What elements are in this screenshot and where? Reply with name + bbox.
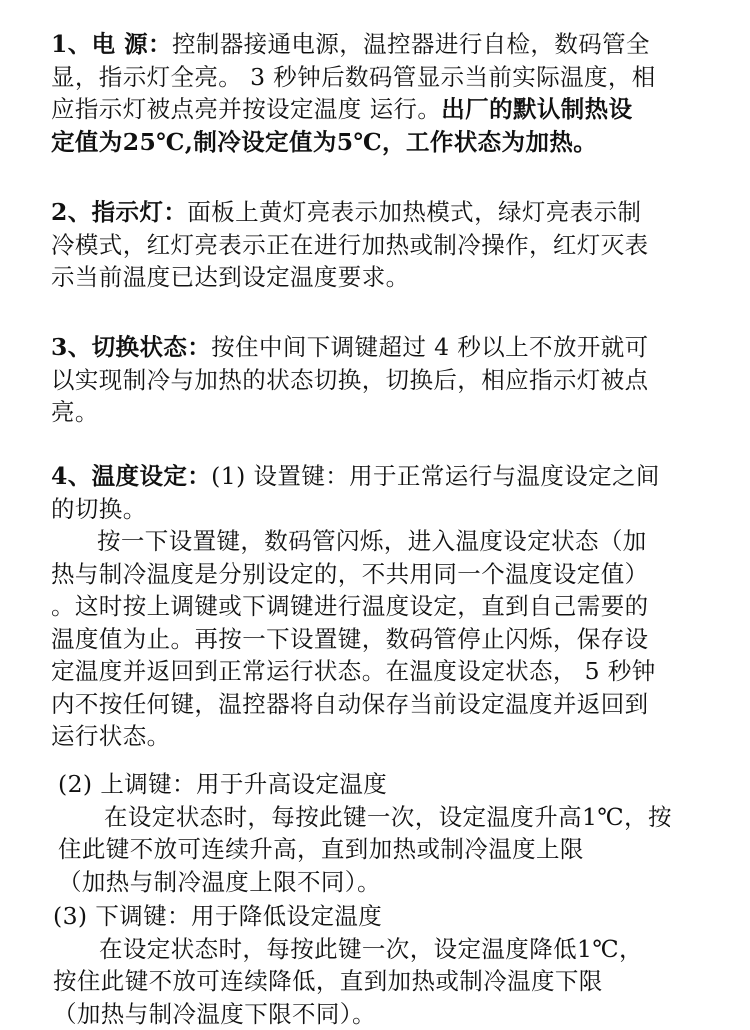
section-temp-text: (1) 设置键：用于正常运行与温度设定之间 [211, 462, 660, 490]
section-temp-heading: 4、温度设定： [51, 462, 211, 490]
section-switch-text: 按住中间下调键超过 4 秒以上不放开就可 [211, 333, 648, 361]
section-power-line-3 [51, 93, 701, 126]
section-up-line-1: (2) 上调键：用于升高设定温度 [58, 768, 703, 801]
section-down-line-4: （加热与制冷温度下限不同）。 [53, 998, 703, 1030]
section-temp-line-5: 。这时按上调键或下调键进行温度设定，直到自己需要的 [51, 590, 701, 623]
section-indicator [51, 196, 701, 294]
section-power [51, 28, 701, 158]
section-switch-line-2: 以实现制冷与加热的状态切换，切换后，相应指示灯被点 [51, 364, 701, 397]
section-indicator-line-1 [51, 196, 701, 229]
section-indicator-heading: 2、指示灯： [51, 198, 187, 226]
section-switch-line-3: 亮。 [51, 396, 701, 429]
section-power-text: 控制器接通电源，温控器进行自检，数码管全 [172, 30, 650, 58]
section-temp-line-4: 热与制冷温度是分别设定的，不共用同一个温度设定值） [51, 558, 701, 591]
section-temp-line-3: 按一下设置键，数码管闪烁，进入温度设定状态（加 [51, 525, 701, 558]
section-temp-line-7: 定温度并返回到正常运行状态。在温度设定状态， 5 秒钟 [51, 655, 701, 688]
section-temp-line-6: 温度值为止。再按一下设置键，数码管停止闪烁，保存设 [51, 623, 701, 656]
section-down-line-2: 在设定状态时，每按此键一次，设定温度降低1℃， [53, 933, 703, 966]
section-up-line-2: 在设定状态时，每按此键一次，设定温度升高1℃，按 [58, 801, 703, 834]
section-power-heading: 1、电 源： [51, 30, 172, 58]
section-down-line-1: (3) 下调键：用于降低设定温度 [53, 900, 703, 933]
section-power-line-3-text: 应指示灯被点亮并按设定温度 运行。 [51, 95, 441, 123]
section-power-line-2: 显，指示灯全亮。 3 秒钟后数码管显示当前实际温度，相 [51, 61, 701, 94]
section-indicator-line-3: 示当前温度已达到设定温度要求。 [51, 261, 701, 294]
section-down-key [53, 900, 703, 1030]
factory-default-text: 出厂的默认制热设 [441, 95, 632, 123]
section-temp-line-2: 的切换。 [51, 493, 701, 526]
section-indicator-text: 面板上黄灯亮表示加热模式，绿灯亮表示制 [187, 198, 641, 226]
section-up-line-4: （加热与制冷温度上限不同）。 [58, 866, 703, 899]
section-down-line-3: 按住此键不放可连续降低，直到加热或制冷温度下限 [53, 965, 703, 998]
section-switch-line-1 [51, 331, 701, 364]
section-up-line-3: 住此键不放可连续升高，直到加热或制冷温度上限 [58, 833, 703, 866]
section-up-key [58, 768, 703, 898]
section-temp-line-1 [51, 460, 701, 493]
section-switch-mode [51, 331, 701, 429]
section-switch-heading: 3、切换状态： [51, 333, 211, 361]
section-indicator-line-2: 冷模式，红灯亮表示正在进行加热或制冷操作，红灯灭表 [51, 229, 701, 262]
section-temp-line-9: 运行状态。 [51, 720, 701, 753]
section-power-line-1 [51, 28, 701, 61]
factory-default-values: 定值为25℃,制冷设定值为5℃，工作状态为加热。 [51, 126, 701, 159]
section-temp-line-8: 内不按任何键，温控器将自动保存当前设定温度并返回到 [51, 688, 701, 721]
section-temperature-setting [51, 460, 701, 753]
